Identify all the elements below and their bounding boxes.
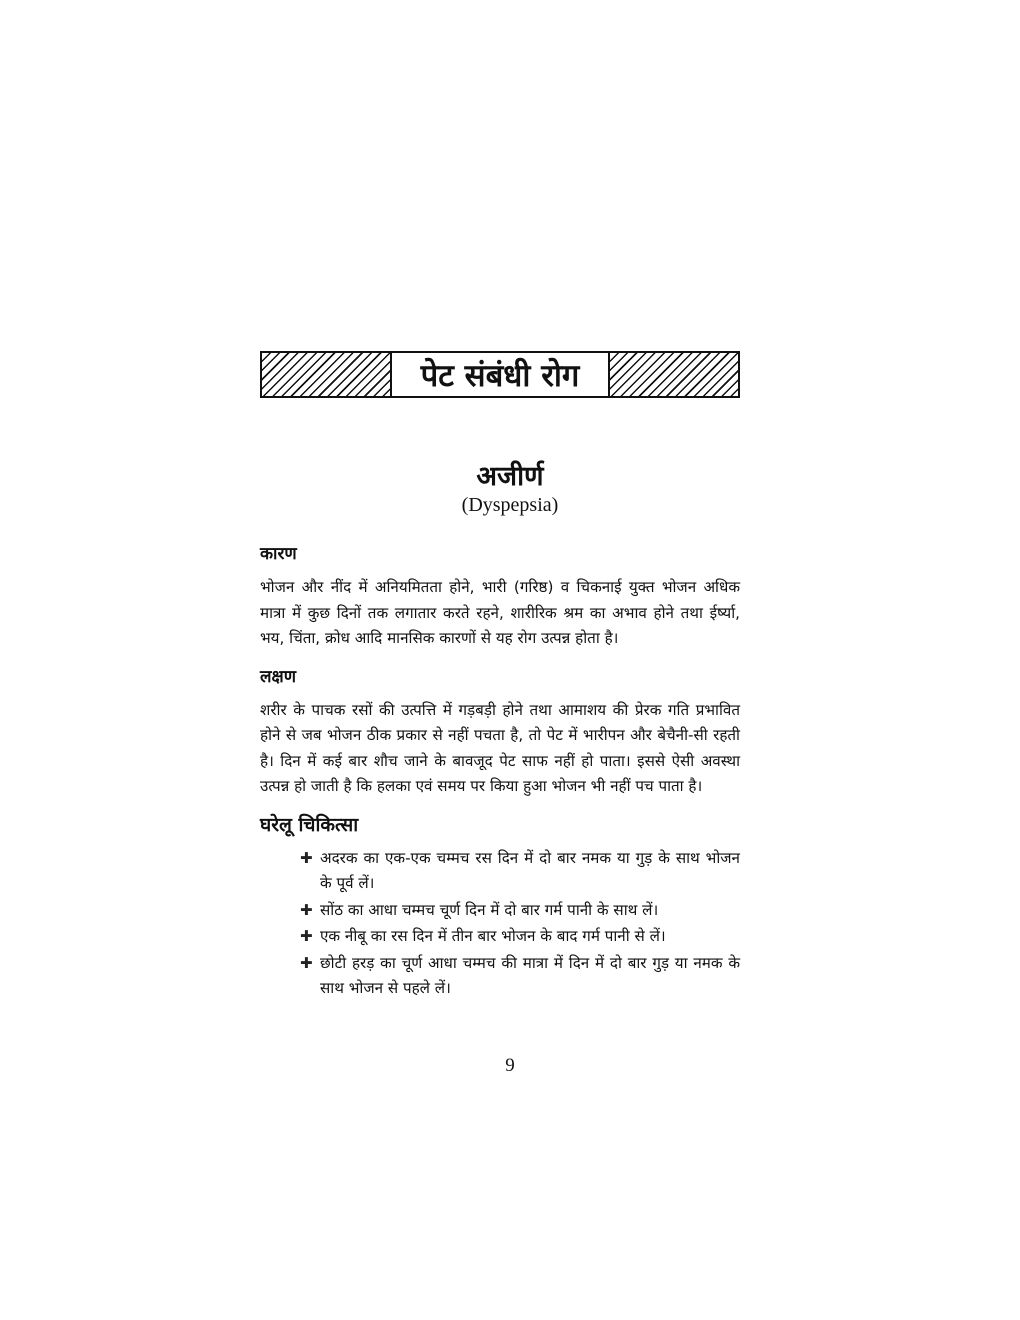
- banner-hatch-right: [608, 353, 738, 396]
- chapter-banner: [260, 351, 740, 398]
- page-content: [260, 541, 740, 1003]
- plus-bullet-icon: ✚: [300, 927, 313, 945]
- disease-subtitle: (Dyspepsia): [461, 494, 559, 516]
- causes-paragraph: भोजन और नींद में अनियमितता होने, भारी (गरिष्ठ) व चिकनाई युक्त भोजन अधिक मात्रा में कुछ दिनों तक लगातार करते रहने, शारीरिक श्रम का अभाव होने तथा ईर्ष्या, भय, चिंता, क्रोध आदि मानसिक कारणों से यह रोग उत्पन्न होता है।: [260, 578, 740, 647]
- disease-title: अजीर्ण: [476, 461, 544, 492]
- list-item: [300, 924, 740, 950]
- list-item: [300, 951, 740, 1002]
- plus-bullet-icon: ✚: [300, 848, 313, 867]
- remedy-text: एक नीबू का रस दिन में तीन बार भोजन के बाद गर्म पानी से लें।: [320, 927, 666, 945]
- causes-heading: कारण: [260, 544, 297, 564]
- remedies-heading: घरेलू चिकित्सा: [260, 813, 359, 836]
- plus-bullet-icon: ✚: [300, 900, 313, 919]
- remedies-list: [260, 846, 740, 1002]
- remedy-text: अदरक का एक-एक चम्मच रस दिन में दो बार नमक या गुड़ के साथ भोजन के पूर्व लें।: [320, 848, 740, 892]
- chapter-title: पेट संबंधी रोग: [392, 353, 608, 396]
- list-item: [300, 846, 740, 897]
- page-number: 9: [505, 1055, 515, 1076]
- remedy-text: छोटी हरड़ का चूर्ण आधा चम्मच की मात्रा में दिन में दो बार गुड़ या नमक के साथ भोजन से पहले लें।: [320, 953, 740, 997]
- banner-hatch-left: [262, 353, 392, 396]
- remedy-text: सोंठ का आधा चम्मच चूर्ण दिन में दो बार गर्म पानी के साथ लें।: [320, 900, 659, 919]
- plus-bullet-icon: ✚: [300, 953, 313, 972]
- symptoms-paragraph: शरीर के पाचक रसों की उत्पत्ति में गड़बड़ी होने तथा आमाशय की प्रेरक गति प्रभावित होने से जब भोजन ठीक प्रकार से नहीं पचता है, तो पेट में भारीपन और बेचैनी-सी रहती है। दिन में कई बार शौच जाने के बावजूद पेट साफ नहीं हो पाता। इससे ऐसी अवस्था उत्पन्न हो जाती है कि हलका एवं समय पर किया हुआ भोजन भी नहीं पच पाता है।: [260, 700, 740, 795]
- symptoms-heading: लक्षण: [260, 666, 297, 687]
- list-item: [300, 898, 740, 924]
